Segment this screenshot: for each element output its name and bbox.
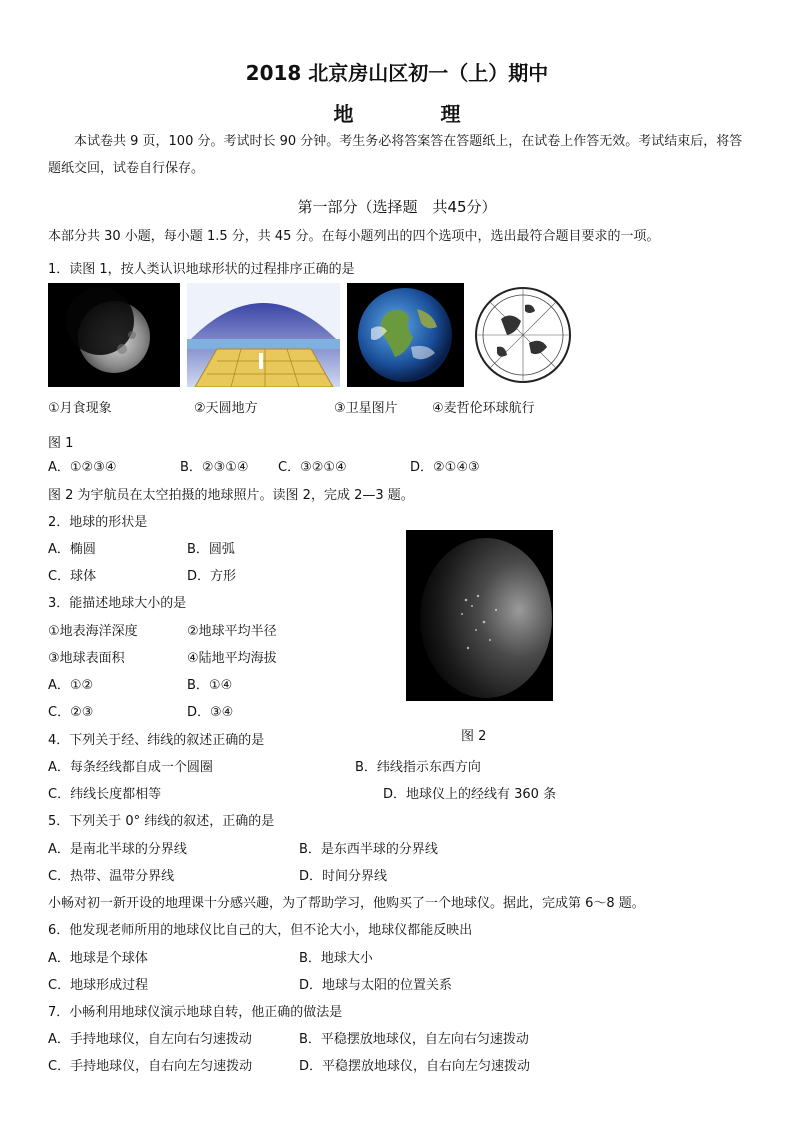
- page-title: 2018 北京房山区初一（上）期中: [245, 61, 549, 85]
- satellite-earth-image: [347, 283, 464, 387]
- question-3-stem: 3．能描述地球大小的是: [48, 596, 187, 611]
- question-2-option-a: A．椭圆: [48, 542, 96, 557]
- round-sky-square-earth-image: [187, 283, 340, 387]
- question-3-item-2: ②地球平均半径: [187, 624, 277, 639]
- lunar-eclipse-image: [48, 283, 180, 387]
- exam-intro: 本试卷共 9 页，100 分。考试时长 90 分钟。考生务必将答案答在答题纸上，在试卷上作答无效。考试结束后，将答题纸交回，试卷自行保存。: [48, 134, 743, 176]
- figure-1-caption-4: ④麦哲伦环球航行: [432, 401, 535, 416]
- figure-1-caption-3: ③卫星图片: [334, 401, 398, 416]
- night-earth-photo: [406, 530, 553, 701]
- question-3-item-4: ④陆地平均海拔: [187, 651, 277, 666]
- question-4-stem: 4．下列关于经、纬线的叙述正确的是: [48, 733, 265, 748]
- magellan-voyage-map-image: [471, 283, 575, 387]
- question-5-option-a: A．是南北半球的分界线: [48, 842, 187, 857]
- question-2-stem: 2．地球的形状是: [48, 515, 148, 530]
- question-3-option-a: A．①②: [48, 678, 94, 693]
- question-5-stem: 5．下列关于 0° 纬线的叙述，正确的是: [48, 814, 275, 829]
- question-7-option-c: C．手持地球仪，自右向左匀速拨动: [48, 1059, 253, 1074]
- question-2-option-d: D．方形: [187, 569, 237, 584]
- question-4-option-d: D．地球仪上的经线有 360 条: [383, 787, 557, 802]
- question-4-option-c: C．纬线长度都相等: [48, 787, 162, 802]
- question-1-option-b: B．②③①④: [180, 460, 249, 475]
- question-7-option-b: B．平稳摆放地球仪，自左向右匀速拨动: [299, 1032, 529, 1047]
- question-7-option-a: A．手持地球仪，自左向右匀速拨动: [48, 1032, 252, 1047]
- question-5-option-c: C．热带、温带分界线: [48, 869, 175, 884]
- question-6-stem: 6．他发现老师所用的地球仪比自己的大，但不论大小，地球仪都能反映出: [48, 923, 473, 938]
- question-3-item-3: ③地球表面积: [48, 651, 125, 666]
- questions-6-8-intro: 小畅对初一新开设的地理课十分感兴趣，为了帮助学习，他购买了一个地球仪。据此，完成第 6～8 题。: [48, 896, 645, 911]
- question-7-stem: 7．小畅利用地球仪演示地球自转，他正确的做法是: [48, 1005, 343, 1020]
- question-6-option-c: C．地球形成过程: [48, 978, 149, 993]
- question-6-option-a: A．地球是个球体: [48, 951, 148, 966]
- figure-1-label: 图 1: [48, 436, 74, 451]
- question-6-option-b: B．地球大小: [299, 951, 373, 966]
- section-title: 第一部分（选择题 共45分）: [297, 198, 497, 216]
- question-1-option-d: D．②①④③: [410, 460, 480, 475]
- question-2-option-b: B．圆弧: [187, 542, 235, 557]
- figure-1-caption-1: ①月食现象: [48, 401, 112, 416]
- question-4-option-a: A．每条经线都自成一个圆圈: [48, 760, 213, 775]
- question-5-option-b: B．是东西半球的分界线: [299, 842, 438, 857]
- question-3-option-b: B．①④: [187, 678, 233, 693]
- question-2-option-c: C．球体: [48, 569, 97, 584]
- question-1-stem: 1．读图 1，按人类认识地球形状的过程排序正确的是: [48, 262, 355, 277]
- question-5-option-d: D．时间分界线: [299, 869, 388, 884]
- question-1-option-a: A．①②③④: [48, 460, 117, 475]
- question-1-option-c: C．③②①④: [278, 460, 347, 475]
- figure-1-caption-2: ②天圆地方: [194, 401, 258, 416]
- question-6-option-d: D．地球与太阳的位置关系: [299, 978, 453, 993]
- section-instruction: 本部分共 30 小题，每小题 1.5 分，共 45 分。在每小题列出的四个选项中，选出最符合题目要求的一项。: [48, 229, 660, 244]
- question-3-item-1: ①地表海洋深度: [48, 624, 138, 639]
- figure-2-label: 图 2: [461, 729, 487, 744]
- question-7-option-d: D．平稳摆放地球仪，自右向左匀速拨动: [299, 1059, 531, 1074]
- subject-title: 地 理: [333, 102, 501, 126]
- question-3-option-d: D．③④: [187, 705, 234, 720]
- figure-2-intro: 图 2 为宇航员在太空拍摄的地球照片。读图 2，完成 2—3 题。: [48, 488, 414, 503]
- question-3-option-c: C．②③: [48, 705, 94, 720]
- question-4-option-b: B．纬线指示东西方向: [355, 760, 481, 775]
